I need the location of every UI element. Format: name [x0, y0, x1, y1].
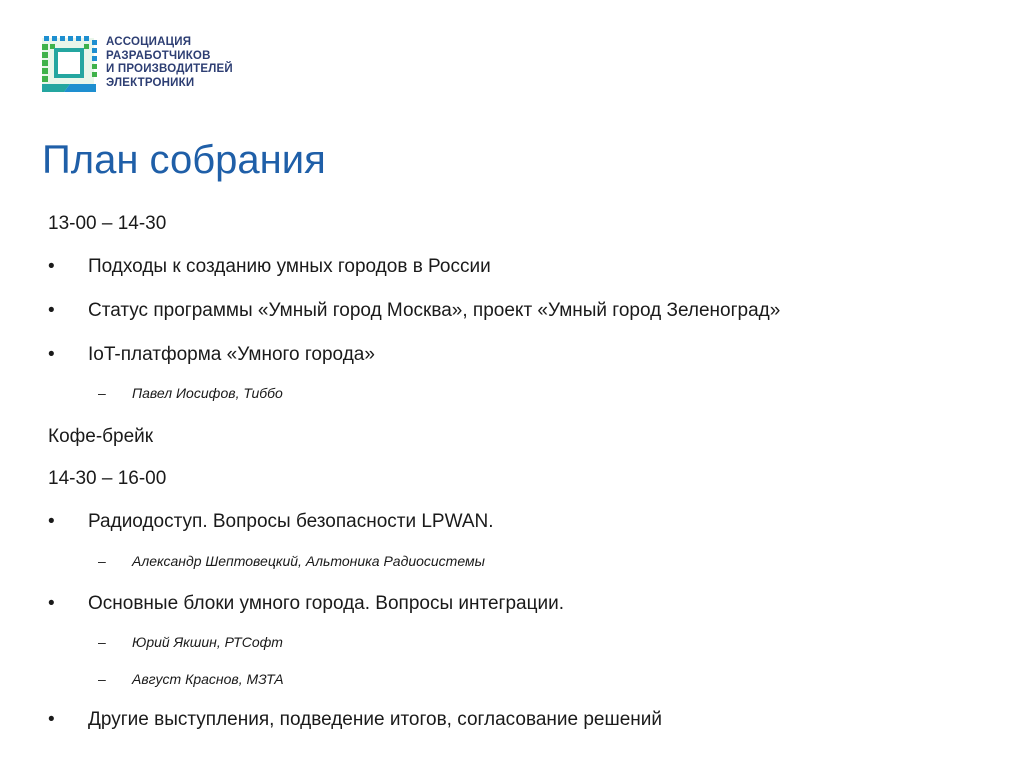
agenda-item-text: Другие выступления, подведение итогов, согласование решений	[88, 709, 663, 730]
agenda-item-text: IoT-платформа «Умного города»	[88, 344, 375, 365]
agenda-item-text: Основные блоки умного города. Вопросы интеграции.	[88, 593, 565, 614]
logo-line: РАЗРАБОТЧИКОВ	[106, 49, 211, 62]
agenda-item-text: Подходы к созданию умных городов в России	[88, 256, 491, 277]
logo-line: И ПРОИЗВОДИТЕЛЕЙ	[106, 63, 233, 75]
logo-mark-icon	[40, 34, 100, 94]
slide-title: План собрания	[42, 138, 326, 182]
bullet-icon: •	[48, 344, 55, 365]
dash-icon: –	[98, 385, 106, 401]
logo-line: ЭЛЕКТРОНИКИ	[106, 76, 195, 89]
logo-text	[106, 36, 233, 90]
time-slot-2: 14-30 – 16-00	[48, 468, 167, 489]
bullet-icon: •	[48, 511, 55, 532]
speaker-text: Павел Иосифов, Тиббо	[132, 385, 283, 401]
bullet-icon: •	[48, 593, 55, 614]
logo-line: АССОЦИАЦИЯ	[106, 36, 192, 48]
bullet-icon: •	[48, 256, 55, 277]
bullet-icon: •	[48, 709, 55, 730]
association-logo	[40, 34, 270, 96]
speaker-text: Август Краснов, МЗТА	[132, 671, 284, 687]
agenda-item-text: Статус программы «Умный город Москва», проект «Умный город Зеленоград»	[88, 300, 781, 321]
dash-icon: –	[98, 553, 106, 569]
time-slot-1: 13-00 – 14-30	[48, 213, 167, 234]
dash-icon: –	[98, 634, 106, 650]
speaker-text: Александр Шептовецкий, Альтоника Радиосистемы	[132, 553, 485, 569]
dash-icon: –	[98, 671, 106, 687]
agenda-item-text: Радиодоступ. Вопросы безопасности LPWAN.	[88, 511, 494, 532]
coffee-break: Кофе-брейк	[48, 426, 154, 447]
bullet-icon: •	[48, 300, 55, 321]
speaker-text: Юрий Якшин, РТСофт	[132, 634, 283, 650]
